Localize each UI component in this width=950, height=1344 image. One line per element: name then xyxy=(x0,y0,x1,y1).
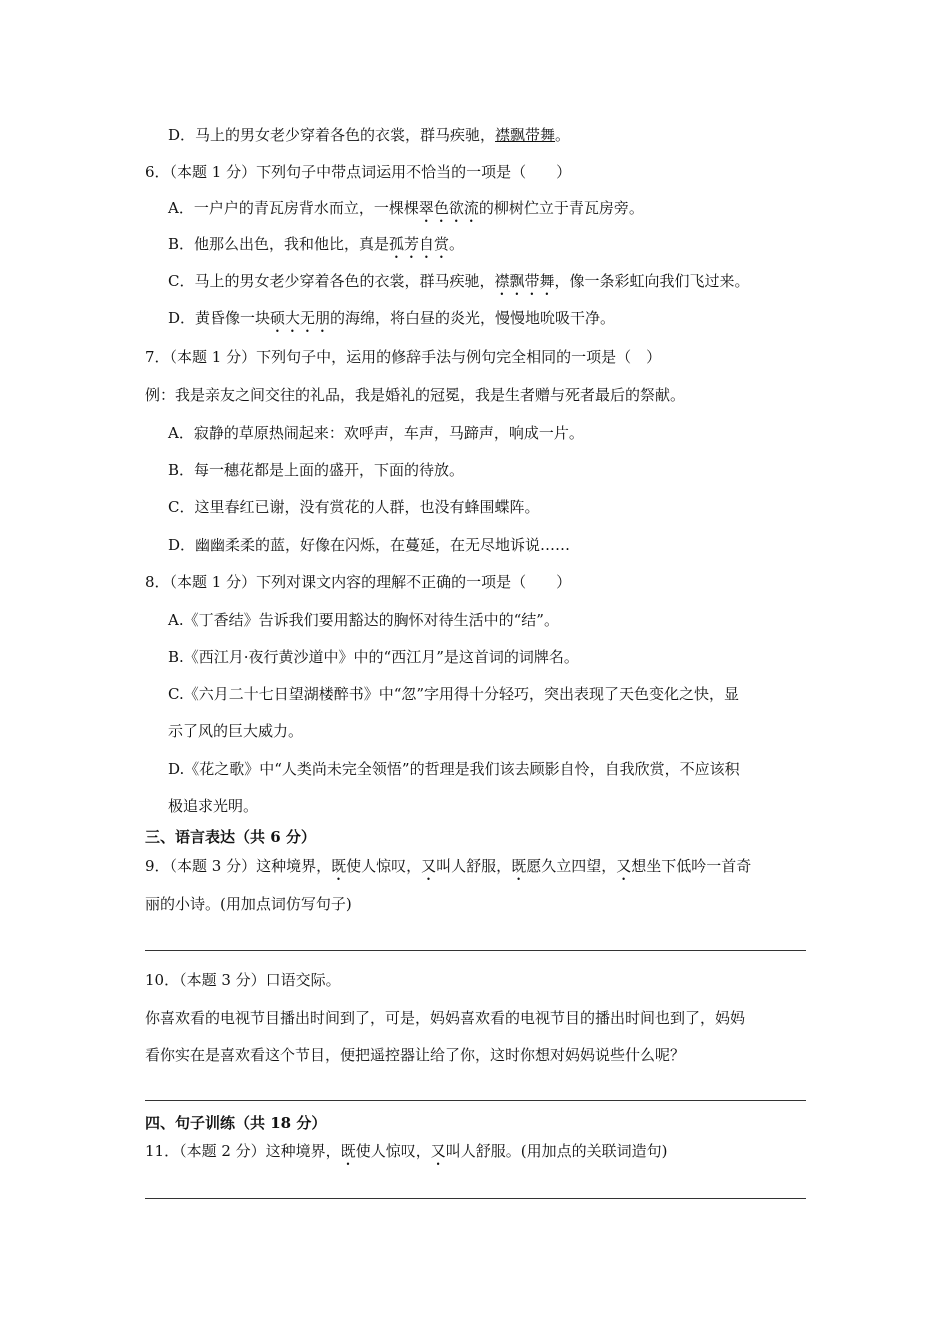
q7-example: 例：我是亲友之间交往的礼品，我是婚礼的冠冕，我是生者赠与死者最后的祭献。 xyxy=(145,386,686,404)
answer-line-q11[interactable] xyxy=(145,1198,806,1199)
dotted-phrase: 孤芳自赏 xyxy=(389,235,450,253)
q8-option-d-line1: D.《花之歌》中“人类尚未完全领悟”的哲理是我们该去顾影自怜，自我欣赏，不应该积 xyxy=(168,760,740,778)
section-3-heading: 三、语言表达（共 6 分） xyxy=(145,828,316,846)
question-6-stem: 6．（本题 1 分）下列句子中带点词运用不恰当的一项是（ ） xyxy=(145,163,572,181)
q6-option-b: B．他那么出色，我和他比，真是孤芳自赏。 xyxy=(168,235,465,253)
dotted-word: 又 xyxy=(421,857,437,875)
q6-option-c: C．马上的男女老少穿着各色的衣裳，群马疾驰，襟飘带舞，像一条彩虹向我们飞过来。 xyxy=(168,272,750,290)
answer-line-q10[interactable] xyxy=(145,1100,806,1101)
q8-option-c-line1: C.《六月二十七日望湖楼醉书》中“忽”字用得十分轻巧，突出表现了天色变化之快，显 xyxy=(168,685,740,703)
underlined-phrase: 襟飘带舞 xyxy=(495,126,556,144)
q6-option-d: D．黄昏像一块硕大无朋的海绵，将白昼的炎光，慢慢地吮吸干净。 xyxy=(168,309,616,327)
q7-option-d: D．幽幽柔柔的蓝，好像在闪烁，在蔓延，在无尽地诉说…… xyxy=(168,536,571,554)
dotted-word: 既 xyxy=(340,1142,356,1160)
question-10-line1: 你喜欢看的电视节目播出时间到了，可是，妈妈喜欢看的电视节目的播出时间也到了，妈妈 xyxy=(145,1009,746,1027)
dotted-phrase: 襟飘带舞 xyxy=(494,272,555,290)
q6-option-a: A．一户户的青瓦房背水而立，一棵棵翠色欲流的柳树伫立于青瓦房旁。 xyxy=(168,199,644,217)
dotted-word: 既 xyxy=(511,857,527,875)
question-10-line2: 看你实在是喜欢看这个节目，便把遥控器让给了你，这时你想对妈妈说些什么呢？ xyxy=(145,1046,686,1064)
q8-option-c-line2: 示了风的巨大威力。 xyxy=(168,722,304,740)
q7-option-c: C．这里春红已谢，没有赏花的人群，也没有蜂围蝶阵。 xyxy=(168,498,540,516)
answer-line-q9[interactable] xyxy=(145,950,806,951)
dotted-word: 既 xyxy=(331,857,347,875)
question-8-stem: 8．（本题 1 分）下列对课文内容的理解不正确的一项是（ ） xyxy=(145,573,572,591)
q7-option-a: A．寂静的草原热闹起来：欢呼声，车声，马蹄声，响成一片。 xyxy=(168,424,584,442)
q8-option-a: A.《丁香结》告诉我们要用豁达的胸怀对待生活中的“结”。 xyxy=(168,611,559,629)
dotted-phrase: 硕大无朋 xyxy=(270,309,331,327)
question-10-stem: 10．（本题 3 分）口语交际。 xyxy=(145,971,341,989)
dotted-word: 又 xyxy=(430,1142,446,1160)
q7-option-b: B．每一穗花都是上面的盛开，下面的待放。 xyxy=(168,461,465,479)
question-7-stem: 7．（本题 1 分）下列句子中，运用的修辞手法与例句完全相同的一项是（ ） xyxy=(145,348,662,366)
question-9-stem: 9．（本题 3 分）这种境界，既使人惊叹，又叫人舒服，既愿久立四望，又想坐下低吟一首奇 xyxy=(145,857,752,875)
q8-option-d-line2: 极追求光明。 xyxy=(168,797,259,815)
dotted-word: 又 xyxy=(616,857,632,875)
dotted-phrase: 翠色欲流 xyxy=(418,199,479,217)
q8-option-b: B.《西江月·夜行黄沙道中》中的“西江月”是这首词的词牌名。 xyxy=(168,648,579,666)
section-4-heading: 四、句子训练（共 18 分） xyxy=(145,1114,327,1132)
question-11-stem: 11．（本题 2 分）这种境界，既使人惊叹，又叫人舒服。(用加点的关联词造句) xyxy=(145,1142,668,1160)
question-9-line2: 丽的小诗。(用加点词仿写句子) xyxy=(145,895,352,913)
q5-option-d: D．马上的男女老少穿着各色的衣裳，群马疾驰，襟飘带舞。 xyxy=(168,126,571,144)
